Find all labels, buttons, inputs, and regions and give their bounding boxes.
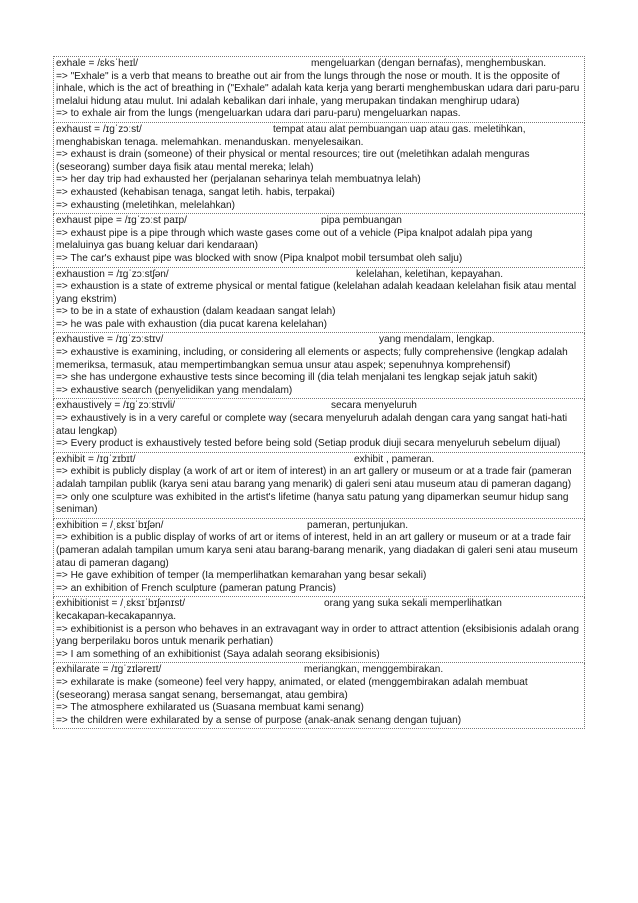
entry-line: => exhilarate is make (someone) feel very happy, animated, or elated (menggembirakan adalah membuat (seseorang) merasa sangat senang, bersemangat, atau gembira)	[56, 676, 528, 701]
entry-heading	[56, 520, 582, 533]
entry-line: => her day trip had exhausted her (perjalanan seharinya telah membuatnya lelah)	[56, 174, 421, 186]
dictionary-entry	[53, 214, 585, 267]
entry-headword: exhibit = /ɪɡˈzɪbɪt/	[56, 453, 136, 465]
dictionary-entry	[53, 519, 585, 598]
entry-headword: exhaustively = /ɪɡˈzɔːstɪvli/	[56, 400, 176, 412]
entry-line: kecakapan-kecakapannya.	[56, 610, 177, 622]
dictionary-entry	[53, 453, 585, 519]
entry-translation: pipa pembuangan	[321, 215, 402, 227]
entry-line: => an exhibition of French sculpture (pameran patung Prancis)	[56, 582, 336, 594]
entry-line: => The atmosphere exhilarated us (Suasana membuat kami senang)	[56, 702, 364, 714]
dictionary-entry	[53, 268, 585, 334]
entry-line: => He gave exhibition of temper (Ia memperlihatkan kemarahan yang besar sekali)	[56, 570, 427, 582]
entry-translation: tempat atau alat pembuangan uap atau gas. meletihkan,	[273, 123, 526, 135]
entry-headword: exhaustion = /ɪɡˈzɔːstʃən/	[56, 268, 169, 280]
entry-translation: mengeluarkan (dengan bernafas), menghembuskan.	[311, 58, 547, 69]
entry-headword: exhaust = /ɪɡˈzɔːst/	[56, 123, 142, 135]
entry-line: => exhibition is a public display of works of art or items of interest, held in an art gallery or museum or at a trade fair (pameran adalah tampilan umum karya seni atau barang-barang menarik, yang diadakan di galeri seni atau museum atau di pameran dagang)	[56, 532, 578, 569]
entry-headword: exhibitionist = /ˌɛksɪˈbɪʃənɪst/	[56, 598, 186, 610]
entry-line: => exhaustively is in a very careful or complete way (secara menyeluruh adalah dengan cara yang sangat hati-hati atau lengkap)	[56, 413, 568, 437]
entry-line: => exhaustive search (penyelidikan yang mendalam)	[56, 384, 293, 396]
entry-line: => only one sculpture was exhibited in the artist's lifetime (hanya satu patung yang dipamerkan seumur hidup sang seniman)	[56, 491, 569, 516]
entry-line: => the children were exhilarated by a sense of purpose (anak-anak senang dengan tujuan)	[56, 714, 462, 726]
entry-heading	[56, 400, 582, 413]
entry-heading	[56, 215, 582, 228]
entry-line: => exhaust pipe is a pipe through which waste gases come out of a vehicle (Pipa knalpot adalah pipa yang melaluinya gas buang keluar dari kendaraan)	[56, 227, 533, 252]
entry-translation: orang yang suka sekali memperlihatkan	[324, 598, 502, 610]
entry-translation: exhibit , pameran.	[354, 453, 435, 465]
entry-translation: yang mendalam, lengkap.	[379, 334, 495, 346]
entry-translation: secara menyeluruh	[331, 400, 417, 412]
entry-translation: pameran, pertunjukan.	[307, 519, 409, 531]
entry-line: => "Exhale" is a verb that means to breathe out air from the lungs through the nose or mouth. It is the opposite of inhale, which is the act of breathing in ("Exhale" adalah kata kerja yang berarti menghembuskan udara dari paru-paru melalui hidung atau mulut. Ini adalah kebalikan dari inhale, yang merupakan tindakan menghirup udara)	[56, 70, 580, 107]
entry-line: => exhaustion is a state of extreme physical or mental fatigue (kelelahan adalah keadaan kelelahan fisik atau mental yang ekstrim)	[56, 281, 577, 305]
entry-line: => she has undergone exhaustive tests since becoming ill (dia telah menjalani tes lengkap sejak jatuh sakit)	[56, 372, 538, 384]
entry-headword: exhibition = /ˌɛksɪˈbɪʃən/	[56, 519, 164, 531]
entry-line: => I am something of an exhibitionist (Saya adalah seorang eksibisionis)	[56, 648, 380, 660]
dictionary-entry	[53, 56, 585, 123]
entry-line: => exhibit is publicly display (a work of art or item of interest) in an art gallery or museum or at a trade fair (pameran adalah tampilan publik (karya seni atau barang yang menarik) di galeri seni atau museum atau di pameran dagang)	[56, 466, 572, 490]
dictionary-document	[53, 56, 585, 729]
dictionary-entry	[53, 399, 585, 452]
entry-heading	[56, 334, 582, 347]
dictionary-entry	[53, 597, 585, 663]
entry-heading	[56, 598, 582, 611]
entry-line: => exhaust is drain (someone) of their physical or mental resources; tire out (meletihkan adalah menguras (seseorang) sumber daya fisik atau mental mereka; lelah)	[56, 149, 530, 173]
entry-line: => to exhale air from the lungs (mengeluarkan udara dari paru-paru) mengeluarkan napas.	[56, 108, 461, 120]
entry-line: => exhibitionist is a person who behaves in an extravagant way in order to attract attention (eksibisionis adalah orang yang berperilaku boros untuk menarik perhatian)	[56, 623, 579, 648]
entry-line: => he was pale with exhaustion (dia pucat karena kelelahan)	[56, 318, 328, 330]
entry-line: => The car's exhaust pipe was blocked with snow (Pipa knalpot mobil tersumbat oleh salju)	[56, 252, 463, 264]
entry-line: menghabiskan tenaga. melemahkan. menanduskan. menyelesaikan.	[56, 136, 364, 148]
entry-heading	[56, 124, 582, 137]
entry-heading	[56, 269, 582, 282]
entry-line: => Every product is exhaustively tested before being sold (Setiap produk diuji secara menyeluruh sebelum dijual)	[56, 438, 561, 450]
dictionary-entry	[53, 333, 585, 399]
entry-heading	[56, 664, 582, 677]
entry-headword: exhaust pipe = /ɪɡˈzɔːst paɪp/	[56, 215, 187, 227]
dictionary-entry	[53, 663, 585, 729]
entry-line: => exhaustive is examining, including, or considering all elements or aspects; fully comprehensive (lengkap adalah memeriksa, termasuk, atau mempertimbangkan semua unsur atau aspek; sepenuhnya komprehensif)	[56, 347, 568, 371]
entry-headword: exhale = /ɛksˈheɪl/	[56, 58, 139, 69]
entry-translation: kelelahan, keletihan, kepayahan.	[356, 268, 504, 280]
entry-heading	[56, 58, 582, 71]
entry-translation: meriangkan, menggembirakan.	[304, 664, 444, 676]
dictionary-entry	[53, 123, 585, 214]
entry-line: => to be in a state of exhaustion (dalam keadaan sangat lelah)	[56, 306, 336, 318]
entry-headword: exhilarate = /ɪɡˈzɪləreɪt/	[56, 664, 162, 676]
entry-line: => exhausting (meletihkan, melelahkan)	[56, 199, 235, 211]
entry-line: => exhausted (kehabisan tenaga, sangat letih. habis, terpakai)	[56, 186, 335, 198]
entry-headword: exhaustive = /ɪɡˈzɔːstɪv/	[56, 334, 164, 346]
entry-heading	[56, 454, 582, 467]
